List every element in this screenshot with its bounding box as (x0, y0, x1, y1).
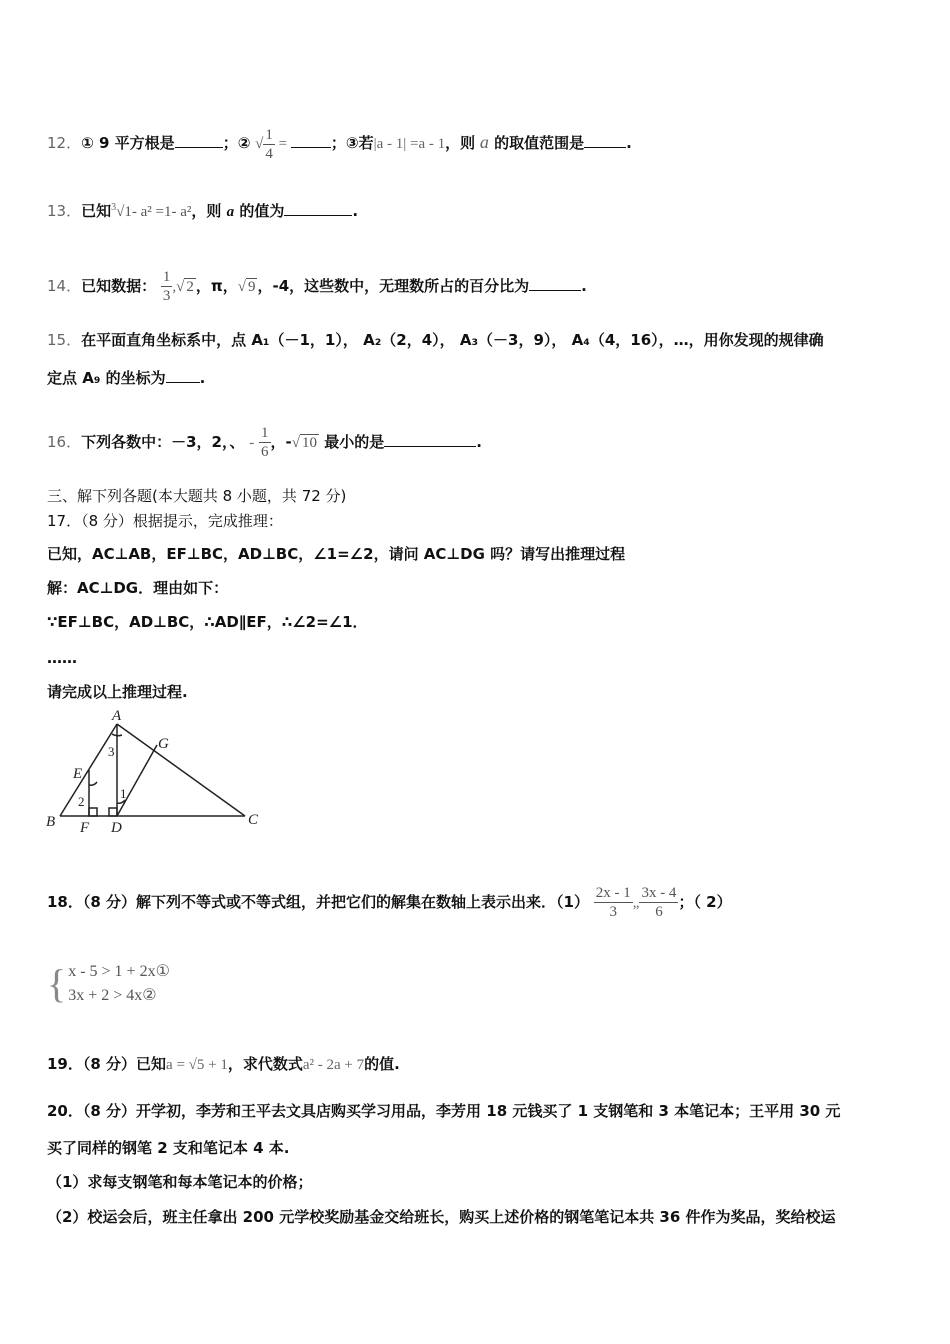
right-angle-d (109, 808, 117, 816)
q12-number: 12． (47, 133, 82, 152)
question-14 (47, 268, 587, 305)
q19-text-1: 19．（8 分）已知 (47, 1055, 167, 1073)
q12-text-5: ，则 (445, 133, 476, 152)
question-16 (47, 424, 482, 461)
section-3-heading: 三、解下列各题(本大题共 8 小题，共 72 分) (47, 487, 347, 505)
label-B: B (46, 814, 56, 830)
segment-dg (117, 745, 157, 816)
q18-text-1: 18．（8 分）解下列不等式或不等式组，并把它们的解集在数轴上表示出来．（1） (47, 893, 589, 911)
q19-text-3: 的值. (364, 1055, 400, 1073)
q15-line-2: 定点 A₉ 的坐标为 (47, 369, 166, 387)
q18-text-2: ；（ 2） (678, 893, 732, 911)
q18-system-line-2: 3x + 2 > 4x② (68, 987, 157, 1004)
q13-blank (284, 201, 352, 216)
label-angle-1: 1 (120, 786, 127, 801)
q20-line-3: （1）求每支钢笔和每本笔记本的价格； (47, 1173, 313, 1191)
q13-text-2: ，则 (191, 202, 227, 220)
q20-line-1: 20．（8 分）开学初，李芳和王平去文具店购买学习用品，李芳用 18 元钱买了 1 支钢笔和 3 本笔记本；王平用 30 元 (47, 1102, 841, 1120)
q12-text-1: ① 9 平方根是 (81, 133, 175, 152)
right-angle-f (89, 808, 97, 816)
q13-text-3: 的值为 (234, 202, 285, 220)
label-D: D (111, 820, 122, 836)
q12-equals: = (274, 135, 291, 152)
q15-number: 15． (47, 331, 82, 349)
question-15-line-2 (47, 368, 205, 388)
q16-text-1: 下列各数中：－3，2，、 (81, 433, 245, 451)
q12-blank-1 (175, 133, 223, 148)
label-G: G (158, 736, 169, 752)
q14-blank (529, 276, 581, 291)
label-E: E (73, 766, 83, 782)
q19-text-2: ，求代数式 (227, 1055, 303, 1073)
geometry-figure (40, 708, 270, 838)
q12-text-6: 的取值范围是 (488, 133, 585, 152)
q14-sqrt2: √ 2 (176, 279, 194, 295)
q13-cube-index: 3 (111, 202, 117, 213)
q17-line-4: ∵EF⊥BC，AD⊥BC，∴AD∥EF，∴∠2=∠1． (47, 613, 368, 631)
q18-system: { x - 5 > 1 + 2x① 3x + 2 > 4x② (47, 961, 170, 1006)
label-F: F (80, 820, 90, 836)
q15-line-1: 在平面直角坐标系中，点 A₁（－1，1）， A₂（2，4）， A₃（－3，9）， A₄（4，16），…，用你发现的规律确 (81, 331, 824, 349)
q16-number: 16． (47, 433, 82, 451)
q12-var-a: a (479, 131, 489, 152)
q12-text-4: ；③若 (330, 133, 374, 152)
q19-given: a = √5 + 1 (166, 1057, 228, 1073)
segment-ac (117, 724, 245, 816)
q12-abs-expr: |a - 1| =a - 1 (373, 135, 446, 152)
q13-end: . (352, 202, 359, 220)
q14-text-2: ，π， (195, 277, 238, 295)
q13-expression: √1- a² =1- a² (116, 204, 192, 220)
q14-text-1: 已知数据： (81, 277, 157, 295)
q14-end: . (581, 277, 587, 295)
angle-2-arc (89, 782, 97, 785)
label-A: A (112, 708, 122, 724)
question-19 (47, 1054, 400, 1075)
q15-blank (166, 368, 200, 383)
q13-text-1: 已知 (81, 202, 112, 220)
q16-sqrt10: √ 10 (291, 435, 318, 451)
q17-line-2: 已知，AC⊥AB，EF⊥BC，AD⊥BC，∠1=∠2，请问 AC⊥DG 吗？请写出推理过程 (47, 545, 626, 563)
q16-text-3: 最小的是 (319, 433, 385, 451)
q12-blank-2 (291, 133, 331, 148)
q18-relation: „ (632, 895, 640, 911)
q19-expression: a² - 2a + 7 (302, 1057, 365, 1073)
q17-line-5: …… (47, 649, 77, 667)
q16-end: . (476, 433, 482, 451)
q14-fraction: $\frac{1}{3}$ (162, 269, 171, 304)
q17-line-6: 请完成以上推理过程. (47, 683, 188, 701)
q16-fraction: $\frac{1}{6}$ (261, 425, 269, 460)
q12-sqrt-fraction: √ $\frac{1}{4}$ (255, 127, 273, 162)
q12-text-2: ；② (222, 133, 251, 152)
q18-fraction-1: $\frac{2x - 1}{3}$ (595, 885, 631, 920)
question-15-line-1 (47, 330, 824, 350)
q18-fraction-2: $\frac{3x - 4}{6}$ (641, 885, 677, 920)
label-C: C (248, 812, 259, 828)
q20-line-2: 买了同样的钢笔 2 支和笔记本 4 本. (47, 1139, 290, 1157)
q12-blank-3 (584, 133, 626, 148)
q16-neg: - (249, 435, 255, 451)
q15-end: . (199, 369, 206, 387)
q13-number: 13． (47, 202, 82, 220)
q14-sqrt9: √ 9 (237, 279, 256, 295)
q14-sep: , (172, 279, 177, 295)
q16-text-2: ，- (270, 433, 292, 451)
q17-line-3: 解：AC⊥DG．理由如下： (47, 579, 229, 597)
label-angle-2: 2 (78, 794, 85, 809)
question-18 (47, 884, 732, 921)
q12-end: . (626, 133, 632, 152)
q16-blank (384, 432, 476, 447)
q20-line-4: （2）校运会后，班主任拿出 200 元学校奖励基金交给班长，购买上述价格的钢笔笔记本共 36 件作为奖品，奖给校运 (47, 1208, 836, 1226)
q14-number: 14． (47, 277, 82, 295)
question-13 (47, 198, 358, 222)
label-angle-3: 3 (108, 744, 115, 759)
q17-line-1: 17．（8 分）根据提示，完成推理： (47, 512, 283, 530)
q14-text-3: ，-4，这些数中，无理数所占的百分比为 (257, 277, 530, 295)
question-12 (47, 126, 632, 163)
q13-var: a (226, 204, 235, 220)
q18-system-line-1: x - 5 > 1 + 2x① (68, 963, 170, 980)
